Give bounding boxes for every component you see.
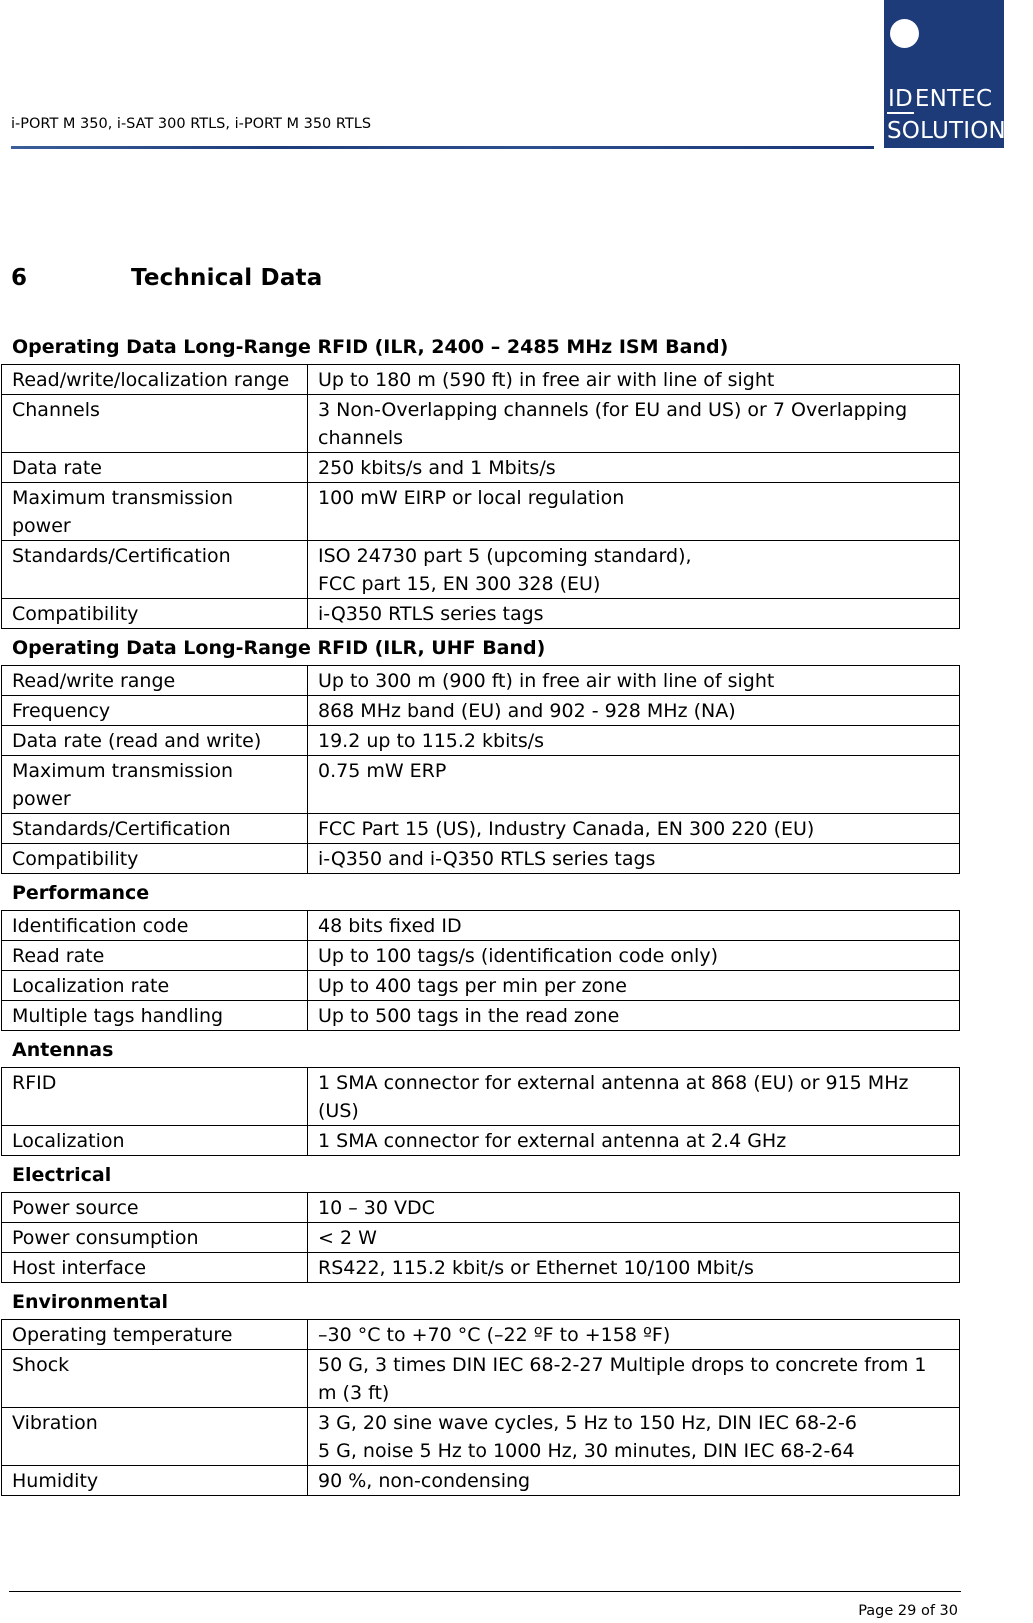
section-title: Operating Data Long-Range RFID (ILR, 2400 – 2485 MHz ISM Band): [12, 336, 729, 358]
spec-label: Operating temperature: [2, 1320, 308, 1350]
logo-line-2: SOLUTIONS: [887, 118, 1021, 144]
spec-value: 250 kbits/s and 1 Mbits/s: [308, 453, 960, 483]
spec-value: RS422, 115.2 kbit/s or Ethernet 10/100 Mbit/s: [308, 1253, 960, 1283]
spec-value: –30 °C to +70 °C (–22 ºF to +158 ºF): [308, 1320, 960, 1350]
spec-value: Up to 100 tags/s (identification code only): [308, 941, 960, 971]
table-row: [2, 1068, 960, 1126]
spec-label: Localization: [2, 1126, 308, 1156]
spec-label: Maximum transmission power: [2, 756, 308, 814]
spec-value: i-Q350 and i-Q350 RTLS series tags: [308, 844, 960, 874]
spec-value: 3 Non-Overlapping channels (for EU and US) or 7 Overlapping channels: [308, 395, 960, 453]
table-row: [2, 453, 960, 483]
footer-rule: [9, 1591, 961, 1592]
spec-label: Identification code: [2, 911, 308, 941]
spec-value: FCC Part 15 (US), Industry Canada, EN 300 220 (EU): [308, 814, 960, 844]
table-row: [2, 756, 960, 814]
section-title: Antennas: [12, 1039, 114, 1061]
spec-table: [1, 1192, 960, 1283]
spec-value: i-Q350 RTLS series tags: [308, 599, 960, 629]
spec-table: [1, 364, 960, 629]
spec-value: 48 bits fixed ID: [308, 911, 960, 941]
chapter-heading: [11, 265, 322, 291]
spec-value: 1 SMA connector for external antenna at 2.4 GHz: [308, 1126, 960, 1156]
table-row: [2, 483, 960, 541]
table-row: [2, 726, 960, 756]
spec-label: Read/write/localization range: [2, 365, 308, 395]
spec-label: Read/write range: [2, 666, 308, 696]
table-row: [2, 395, 960, 453]
section-title: Operating Data Long-Range RFID (ILR, UHF Band): [12, 637, 546, 659]
spec-label: Localization rate: [2, 971, 308, 1001]
spec-label: Read rate: [2, 941, 308, 971]
document-header-title: i-PORT M 350, i-SAT 300 RTLS, i-PORT M 350 RTLS: [11, 116, 372, 132]
spec-label: Maximum transmission power: [2, 483, 308, 541]
spec-value: 868 MHz band (EU) and 902 - 928 MHz (NA): [308, 696, 960, 726]
table-row: [2, 1126, 960, 1156]
spec-table: [1, 665, 960, 874]
table-row: [2, 1193, 960, 1223]
spec-value: 1 SMA connector for external antenna at 868 (EU) or 915 MHz (US): [308, 1068, 960, 1126]
spec-label: Frequency: [2, 696, 308, 726]
spec-label: Standards/Certification: [2, 814, 308, 844]
table-row: [2, 814, 960, 844]
spec-value: Up to 180 m (590 ft) in free air with line of sight: [308, 365, 960, 395]
table-row: [2, 1320, 960, 1350]
spec-value: 50 G, 3 times DIN IEC 68-2-27 Multiple drops to concrete from 1 m (3 ft): [308, 1350, 960, 1408]
table-row: [2, 911, 960, 941]
spec-label: Power consumption: [2, 1223, 308, 1253]
logo-entec: ENTEC: [914, 86, 993, 112]
spec-label: Shock: [2, 1350, 308, 1408]
section-title: Performance: [12, 882, 150, 904]
table-row: [2, 971, 960, 1001]
spec-value: Up to 500 tags in the read zone: [308, 1001, 960, 1031]
spec-value: 0.75 mW ERP: [308, 756, 960, 814]
spec-value: 10 – 30 VDC: [308, 1193, 960, 1223]
table-row: [2, 1001, 960, 1031]
spec-table: [1, 1319, 960, 1496]
spec-label: Power source: [2, 1193, 308, 1223]
spec-label: Data rate: [2, 453, 308, 483]
spec-table: [1, 910, 960, 1031]
logo-line-1: [887, 86, 992, 114]
spec-table: [1, 1067, 960, 1156]
table-row: [2, 1223, 960, 1253]
table-row: [2, 541, 960, 599]
spec-value: 90 %, non-condensing: [308, 1466, 960, 1496]
spec-label: Compatibility: [2, 844, 308, 874]
spec-label: Multiple tags handling: [2, 1001, 308, 1031]
header-rule: [11, 146, 874, 149]
spec-label: RFID: [2, 1068, 308, 1126]
spec-label: Channels: [2, 395, 308, 453]
section-title: Environmental: [12, 1291, 168, 1313]
chapter-number: 6: [11, 265, 28, 291]
table-row: [2, 844, 960, 874]
spec-label: Standards/Certification: [2, 541, 308, 599]
logo-id: ID: [888, 86, 913, 112]
technical-data-content: [1, 330, 961, 1496]
spec-label: Data rate (read and write): [2, 726, 308, 756]
spec-value: Up to 400 tags per min per zone: [308, 971, 960, 1001]
spec-label: Compatibility: [2, 599, 308, 629]
spec-label: Humidity: [2, 1466, 308, 1496]
section-title: Electrical: [12, 1164, 112, 1186]
chapter-title: Technical Data: [131, 265, 323, 291]
spec-value: < 2 W: [308, 1223, 960, 1253]
spec-value: 3 G, 20 sine wave cycles, 5 Hz to 150 Hz, DIN IEC 68-2-6 5 G, noise 5 Hz to 1000 Hz, 30 minutes, DIN IEC 68-2-64: [308, 1408, 960, 1466]
table-row: [2, 696, 960, 726]
logo-dot-icon: [890, 19, 919, 48]
identec-solutions-logo: [884, 0, 1021, 148]
spec-value: Up to 300 m (900 ft) in free air with line of sight: [308, 666, 960, 696]
spec-value: 19.2 up to 115.2 kbits/s: [308, 726, 960, 756]
table-row: [2, 1253, 960, 1283]
table-row: [2, 941, 960, 971]
table-row: [2, 365, 960, 395]
spec-value: ISO 24730 part 5 (upcoming standard), FCC part 15, EN 300 328 (EU): [308, 541, 960, 599]
table-row: [2, 1466, 960, 1496]
table-row: [2, 599, 960, 629]
spec-label: Host interface: [2, 1253, 308, 1283]
spec-value: 100 mW EIRP or local regulation: [308, 483, 960, 541]
spec-label: Vibration: [2, 1408, 308, 1466]
page-number: Page 29 of 30: [858, 1603, 958, 1619]
table-row: [2, 1350, 960, 1408]
table-row: [2, 666, 960, 696]
table-row: [2, 1408, 960, 1466]
